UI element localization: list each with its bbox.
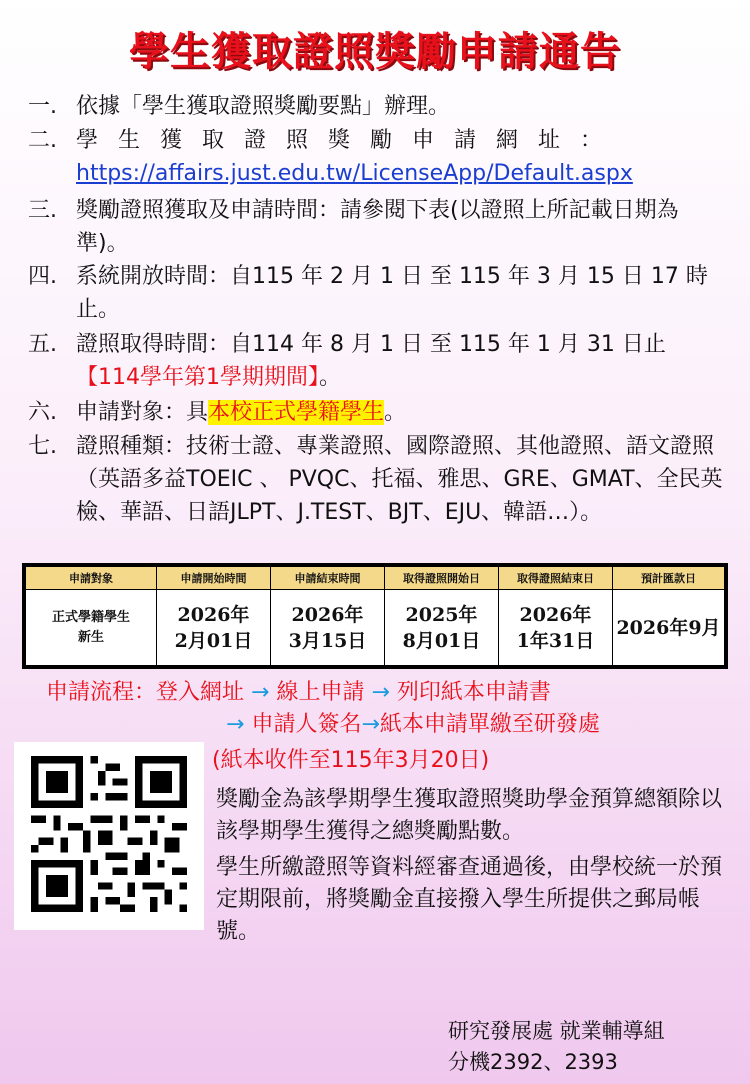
notice-item-2 [28,124,728,190]
item-text: 證照取得時間：自114 年 8 月 1 日 至 115 年 1 月 31 日止 [76,332,666,357]
flow-step: 紙本申請單繳至研發處 [379,712,600,737]
table-cell: 2026年 1年31日 [499,590,613,668]
item-number: 三. [28,198,57,223]
arrow-right-icon: → [226,712,245,737]
table-header: 申請開始時間 [157,565,271,590]
table-cell: 2025年 8月01日 [385,590,499,668]
table-header: 取得證照結束日 [499,565,613,590]
table-row [24,590,726,668]
application-flow-line-1 [46,678,551,708]
notice-item-1 [28,90,728,123]
item-text: 依據「學生獲取證照獎勵要點」辦理。 [76,94,451,119]
application-url-link[interactable]: https://affairs.just.edu.tw/LicenseApp/Default.aspx [76,161,633,186]
notice-item-4 [28,260,728,326]
eligibility-highlight: 本校正式學籍學生 [208,400,385,425]
page-title: 學生獲取證照獎勵申請通告 [129,29,621,75]
flow-step: 登入網址 [156,680,245,705]
table-header: 申請結束時間 [271,565,385,590]
application-flow-line-2 [226,710,600,740]
deadline-note: (紙本收件至115年3月20日) [212,748,490,773]
table-cell: 2026年 3月15日 [271,590,385,668]
table-header: 預計匯款日 [613,565,727,590]
item-text: 證照種類：技術士證、專業證照、國際證照、其他證照、語文證照（英語多益TOEIC 、 PVQC、托福、雅思、GRE、GMAT、全民英檢、華語、日語JLPT、J.TEST、BJT、EJU、韓語…）。 [76,434,723,525]
item-text: 系統開放時間：自115 年 2 月 1 日 至 115 年 3 月 15 日 17 時止。 [76,264,708,322]
arrow-right-icon: → [251,680,270,705]
semester-period: 【114學年第1學期期間】 [76,365,319,390]
flow-step: 申請人簽名 [251,712,362,737]
notice-item-6 [28,396,728,429]
table-cell-applicant: 正式學籍學生 新生 [24,590,157,668]
notice-item-7 [28,430,728,529]
item-label: 學生獲取證照獎勵申請網址： [76,128,623,153]
item-tail: 。 [319,365,342,390]
item-number: 六. [28,400,57,425]
table-header: 取得證照開始日 [385,565,499,590]
item-number: 四. [28,264,57,289]
footer-office: 研究發展處 就業輔導組 [448,1019,665,1043]
arrow-right-icon: → [361,712,380,737]
schedule-table [22,563,728,669]
qr-code-icon [31,756,187,912]
flow-step: 列印紙本申請書 [396,680,551,705]
table-header-row [24,565,726,590]
flow-label: 申請流程： [46,680,157,705]
flow-step: 線上申請 [276,680,365,705]
arrow-right-icon: → [371,680,390,705]
paragraph-payment: 學生所繳證照等資料經審查通過後，由學校統一於預定期限前，將獎勵金直接撥入學生所提供之郵局帳號。 [216,855,723,944]
item-suffix: 。 [384,400,407,425]
table-cell: 2026年9月 [613,590,727,668]
notice-item-3 [28,194,728,260]
item-prefix: 申請對象：具 [76,400,209,425]
item-number: 七. [28,434,57,459]
item-number: 一. [28,94,57,119]
paragraph-reward-calc: 獎勵金為該學期學生獲取證照獎助學金預算總額除以該學期學生獲得之總獎勵點數。 [216,787,723,844]
footer-extension: 分機2392、2393 [448,1050,618,1074]
qr-code[interactable] [14,742,204,930]
item-number: 二. [28,128,57,153]
notice-item-5 [28,328,728,394]
item-number: 五. [28,332,57,357]
item-text: 獎勵證照獲取及申請時間：請參閱下表(以證照上所記載日期為準)。 [76,198,679,256]
table-cell: 2026年 2月01日 [157,590,271,668]
table-header: 申請對象 [24,565,157,590]
